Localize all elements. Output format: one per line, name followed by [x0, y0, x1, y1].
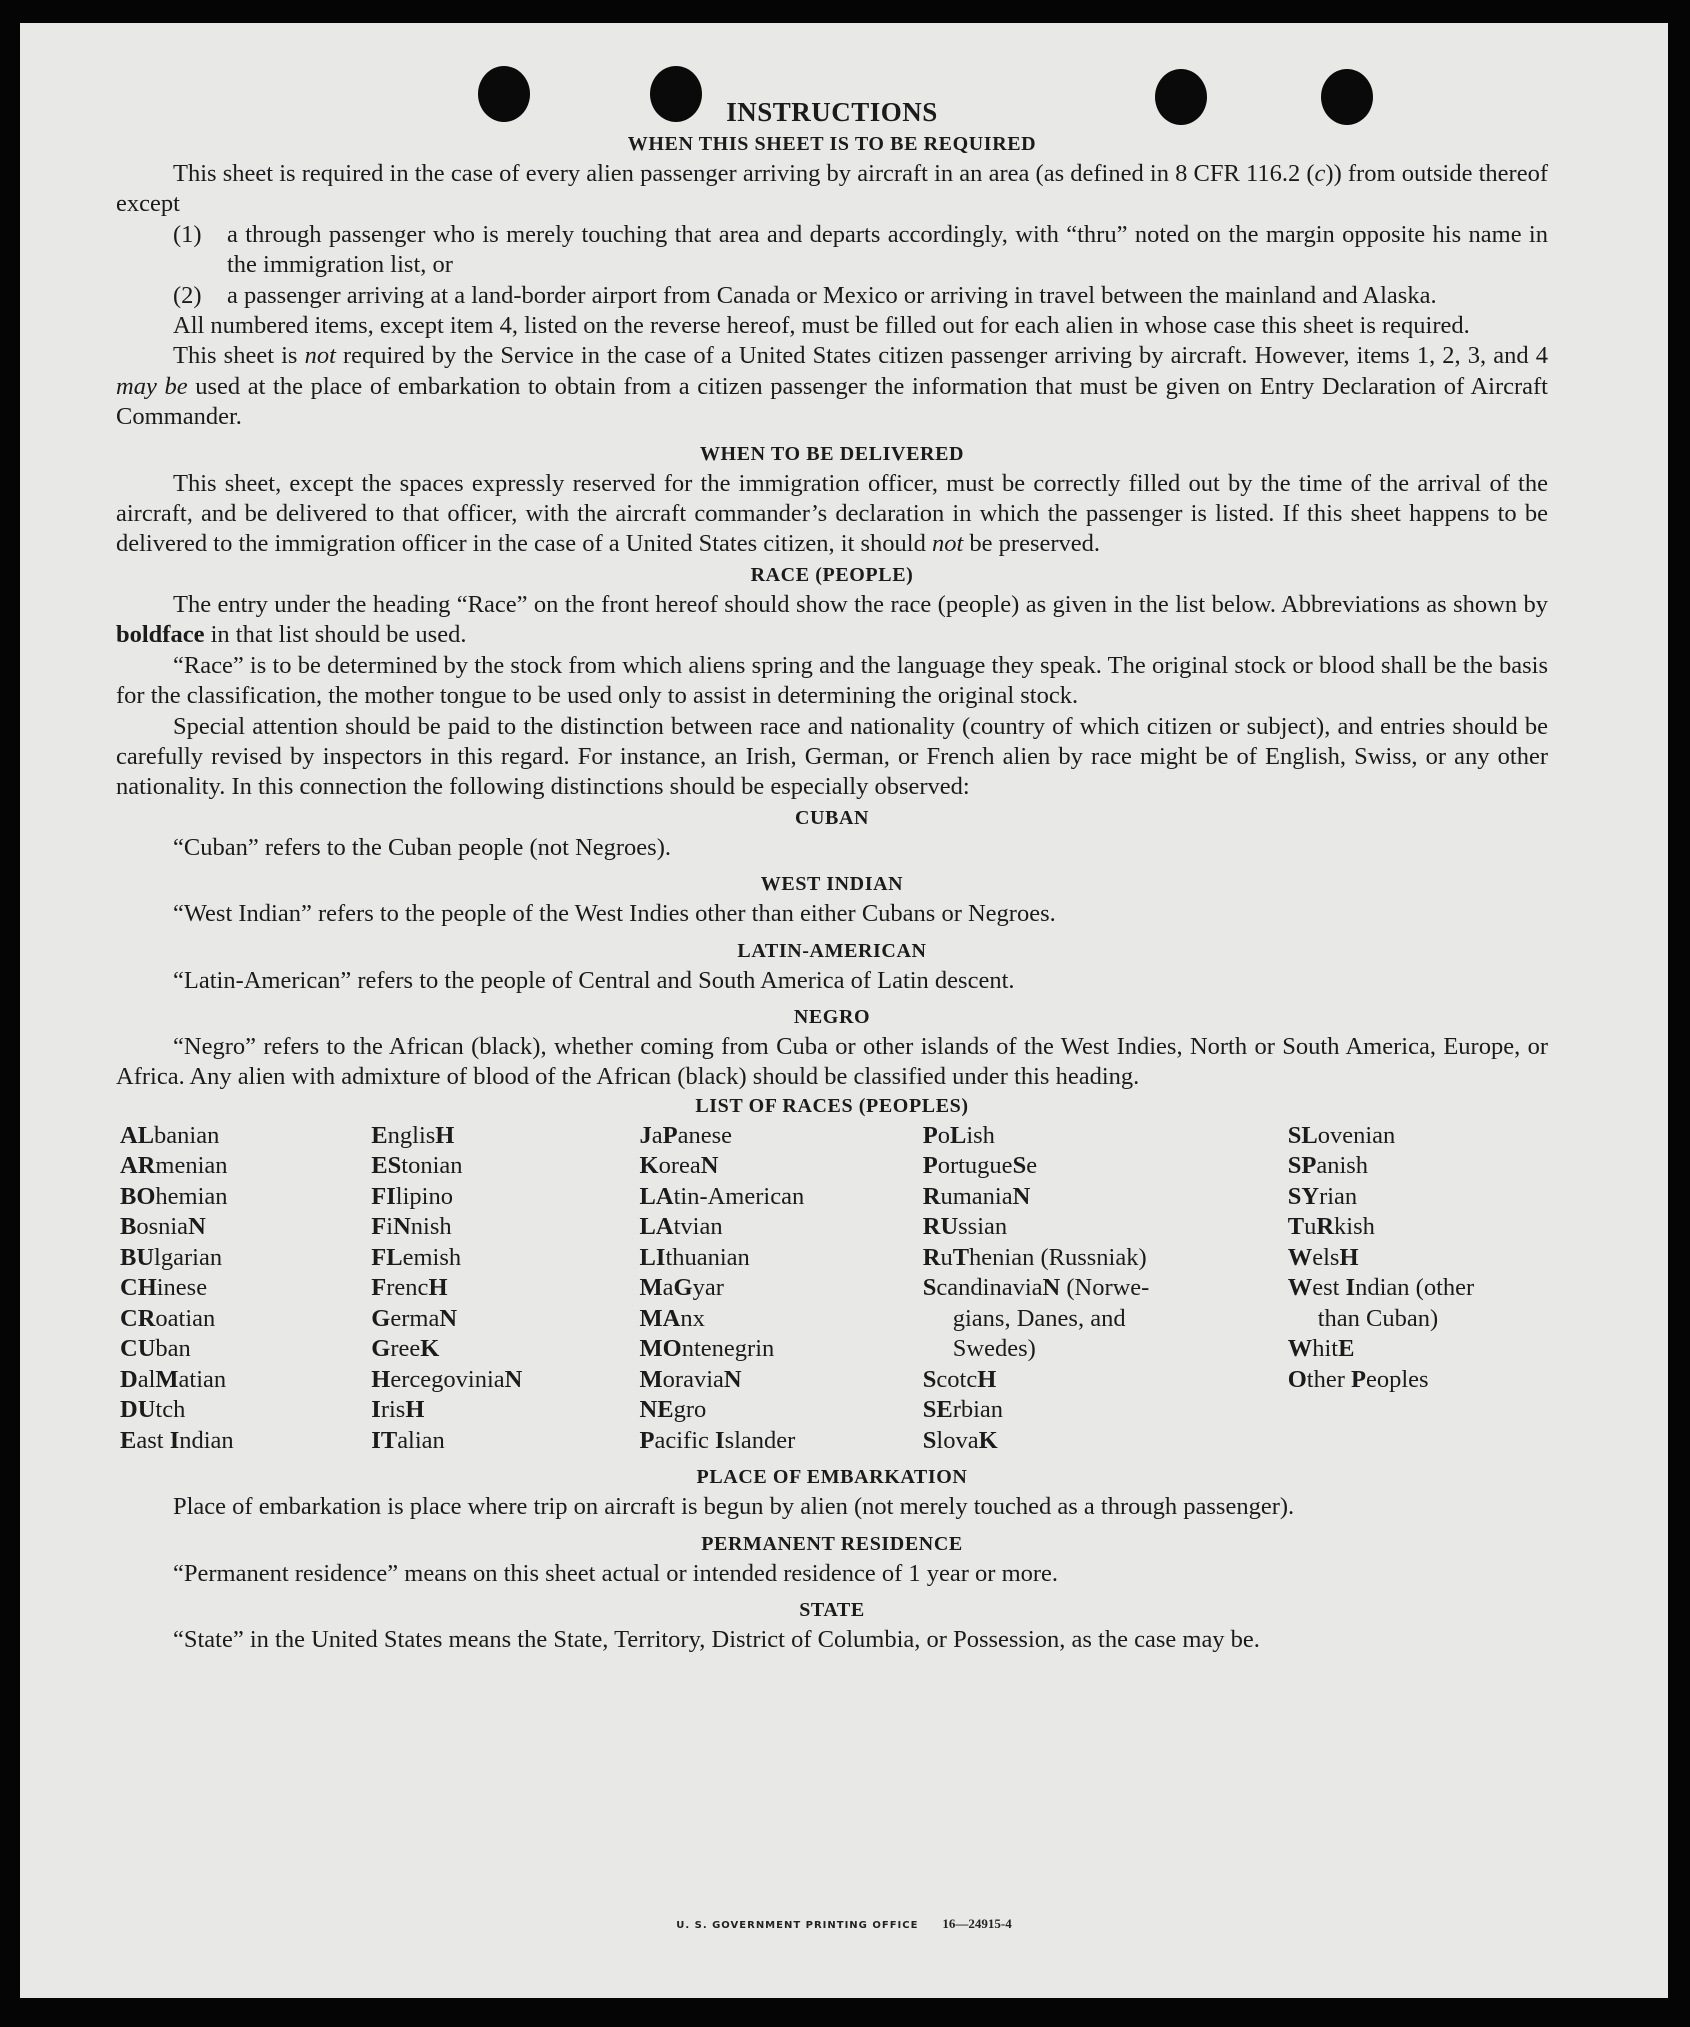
race-text: anish — [1316, 1152, 1369, 1180]
race-text: u — [1304, 1213, 1317, 1241]
race-entry — [371, 1395, 639, 1426]
instructions-body — [116, 95, 1548, 1655]
section-heading: STATE — [799, 1599, 865, 1622]
text-run: This sheet is — [173, 342, 305, 370]
abbreviation-letters: SE — [922, 1396, 953, 1424]
race-entry — [923, 1304, 1288, 1335]
race-entry — [1288, 1121, 1548, 1152]
section-heading: CUBAN — [794, 806, 870, 829]
abbreviation-letters: LI — [639, 1243, 666, 1271]
abbreviation-letters: NE — [639, 1396, 674, 1424]
race-text: ther — [1306, 1365, 1352, 1393]
race-entry — [923, 1334, 1288, 1365]
race-text: oatian — [155, 1304, 216, 1332]
abbreviation-letters: N — [1012, 1182, 1031, 1210]
abbreviation-letters: P — [1351, 1365, 1366, 1393]
race-text: ercegovinia — [390, 1365, 505, 1393]
abbreviation-letters: AR — [120, 1152, 156, 1180]
abbreviation-letters: P — [662, 1121, 678, 1149]
race-entry — [1288, 1304, 1548, 1335]
race-text: nish — [410, 1213, 452, 1241]
abbreviation-letters: S — [922, 1426, 937, 1454]
section-heading: WHEN THIS SHEET IS TO BE REQUIRED — [627, 133, 1037, 155]
race-entry — [923, 1151, 1288, 1182]
race-entry — [1288, 1243, 1548, 1274]
printer-imprint — [20, 1916, 1668, 1932]
race-text: inese — [156, 1274, 208, 1302]
abbreviation-letters: S — [1012, 1152, 1027, 1180]
abbreviation-letters: G — [371, 1304, 391, 1332]
abbreviation-letters: W — [1287, 1335, 1313, 1363]
race-text: ssian — [958, 1213, 1008, 1241]
race-entry — [371, 1243, 639, 1274]
abbreviation-letters: N — [700, 1152, 719, 1180]
race-text: a — [662, 1274, 674, 1302]
text-run: )) from outside thereof except — [116, 160, 1548, 218]
race-entry — [1288, 1365, 1548, 1396]
race-entry — [120, 1243, 371, 1274]
race-entry — [1288, 1151, 1548, 1182]
race-list — [120, 1121, 1548, 1457]
race-entry — [923, 1365, 1288, 1396]
race-entry — [371, 1121, 639, 1152]
race-text: thuanian — [665, 1243, 750, 1271]
abbreviation-letters: IT — [371, 1426, 398, 1454]
race-entry — [371, 1304, 639, 1335]
paragraph — [116, 159, 1548, 220]
race-text: renc — [386, 1274, 429, 1302]
text-run: The entry under the heading “Race” on the front hereof should show the race (people) as given in the list below. Abbreviations as shown by — [173, 590, 1548, 618]
race-text: lipino — [395, 1182, 453, 1210]
abbreviation-letters: M — [639, 1274, 663, 1302]
race-text: anese — [677, 1121, 733, 1149]
race-entry — [371, 1426, 639, 1457]
abbreviation-letters: T — [952, 1243, 970, 1271]
abbreviation-letters: K — [420, 1335, 440, 1363]
abbreviation-letters: J — [639, 1121, 652, 1149]
abbreviation-letters: G — [371, 1335, 391, 1363]
race-column — [120, 1121, 371, 1457]
race-text: eoples — [1365, 1365, 1429, 1393]
abbreviation-letters: BU — [120, 1243, 155, 1271]
race-entry — [371, 1365, 639, 1396]
section-heading: PERMANENT RESIDENCE — [701, 1532, 963, 1555]
race-column — [371, 1121, 639, 1457]
abbreviation-letters: LA — [639, 1213, 674, 1241]
race-text: ban — [155, 1335, 191, 1363]
abbreviation-letters: H — [405, 1396, 425, 1424]
italic-text: c — [1314, 160, 1326, 187]
race-entry — [120, 1212, 371, 1243]
race-entry — [371, 1334, 639, 1365]
paragraph — [116, 590, 1548, 651]
race-entry — [120, 1395, 371, 1426]
abbreviation-letters: O — [1287, 1365, 1307, 1393]
race-text: lgarian — [154, 1243, 223, 1271]
race-text: nx — [680, 1304, 705, 1332]
race-text: candinavia — [936, 1274, 1043, 1302]
item-number: (1) — [173, 220, 202, 248]
race-text: els — [1312, 1243, 1340, 1271]
abbreviation-letters: W — [1287, 1243, 1313, 1271]
abbreviation-letters: F — [371, 1213, 387, 1241]
race-entry — [120, 1151, 371, 1182]
text-run: This sheet is required in the case of every alien passenger arriving by aircraft in an area (as defined in 8 CFR 116.2 ( — [173, 160, 1315, 187]
race-entry — [640, 1243, 923, 1274]
text-run: required by the Service in the case of a United States citizen passenger arriving by aircraft. However, items 1, 2, 3, and 4 — [335, 342, 1548, 370]
race-text: ree — [390, 1335, 421, 1363]
race-text: lova — [936, 1426, 979, 1454]
race-column — [640, 1121, 923, 1457]
text-run: All numbered items, except item 4, listed on the reverse hereof, must be filled out for each alien in whose case this sheet is required. — [173, 312, 1470, 340]
abbreviation-letters: CH — [120, 1274, 157, 1302]
abbreviation-letters: SY — [1287, 1182, 1320, 1210]
race-text: al — [137, 1365, 156, 1393]
race-text: ndian — [179, 1426, 234, 1454]
abbreviation-letters: R — [1316, 1213, 1335, 1241]
race-text: (Norwe- — [1060, 1274, 1150, 1302]
section-heading: RACE (PEOPLE) — [750, 563, 914, 586]
race-text: erma — [390, 1304, 440, 1332]
abbreviation-letters: K — [639, 1152, 659, 1180]
abbreviation-letters: R — [922, 1182, 941, 1210]
race-text: oravia — [662, 1365, 724, 1393]
paragraph: “Cuban” refers to the Cuban people (not Negroes). — [173, 833, 671, 861]
race-entry — [640, 1395, 923, 1426]
abbreviation-letters: I — [169, 1426, 180, 1454]
abbreviation-letters: N — [1042, 1274, 1061, 1302]
race-entry — [120, 1121, 371, 1152]
race-text: osnia — [136, 1213, 189, 1241]
race-text: yar — [692, 1274, 724, 1302]
abbreviation-letters: W — [1287, 1274, 1313, 1302]
race-entry — [371, 1151, 639, 1182]
item-number: (2) — [173, 281, 202, 309]
section-heading: WEST INDIAN — [760, 873, 904, 896]
abbreviation-letters: I — [1345, 1274, 1356, 1302]
race-text: tch — [155, 1396, 186, 1424]
section-heading: NEGRO — [793, 1005, 871, 1028]
race-text: i — [386, 1213, 394, 1241]
abbreviation-letters: R — [922, 1243, 941, 1271]
race-entry — [120, 1304, 371, 1335]
race-text: ndian (other — [1355, 1274, 1475, 1302]
abbreviation-letters: N — [393, 1213, 411, 1241]
abbreviation-letters: CU — [120, 1335, 156, 1363]
race-text: ast — [136, 1426, 170, 1454]
race-text: ntenegrin — [681, 1335, 775, 1363]
text-run: “Race” is to be determined by the stock from which aliens spring and the language they speak. The original stock or blood shall be the basis for the classification, the mother tongue to be used only to assist in determining the original stock. — [116, 651, 1548, 710]
race-text: emish — [402, 1243, 462, 1271]
list-item — [173, 220, 1548, 281]
race-text: menian — [155, 1152, 228, 1180]
race-entry — [923, 1273, 1288, 1304]
abbreviation-letters: G — [673, 1274, 693, 1302]
abbreviation-letters: M — [639, 1365, 663, 1393]
race-text: tvian — [673, 1213, 723, 1241]
abbreviation-letters: DU — [120, 1396, 156, 1424]
bold-text: boldface — [116, 621, 205, 649]
abbreviation-letters: T — [1287, 1213, 1305, 1241]
race-entry — [640, 1334, 923, 1365]
paragraph: Place of embarkation is place where trip on aircraft is begun by alien (not merely touched as a through passenger). — [173, 1493, 1295, 1521]
race-entry — [923, 1182, 1288, 1213]
race-text: than Cuban) — [1317, 1304, 1439, 1332]
race-text: hit — [1312, 1335, 1339, 1363]
abbreviation-letters: E — [120, 1426, 137, 1454]
race-entry — [120, 1365, 371, 1396]
race-entry — [640, 1151, 923, 1182]
paragraph — [116, 651, 1548, 712]
race-text: e — [1026, 1152, 1038, 1180]
abbreviation-letters: FI — [371, 1182, 396, 1210]
text-run: in that list should be used. — [204, 621, 467, 649]
abbreviation-letters: H — [1339, 1243, 1359, 1271]
abbreviation-letters: RU — [922, 1213, 959, 1241]
race-text: ish — [966, 1121, 995, 1149]
race-column — [923, 1121, 1288, 1457]
race-entry — [120, 1334, 371, 1365]
race-text: Swedes) — [952, 1335, 1036, 1363]
abbreviation-letters: FL — [371, 1243, 403, 1271]
abbreviation-letters: N — [504, 1365, 523, 1393]
race-entry — [640, 1304, 923, 1335]
abbreviation-letters: S — [922, 1365, 937, 1393]
abbreviation-letters: S — [922, 1274, 937, 1302]
abbreviation-letters: H — [428, 1274, 448, 1302]
race-text: henian (Russniak) — [969, 1243, 1147, 1271]
form-code: 16—24915-4 — [942, 1916, 1012, 1931]
text-run: used at the place of embarkation to obtain from a citizen passenger the information that must be given on Entry Declaration of Aircraft Commander. — [116, 372, 1548, 431]
race-text: o — [937, 1121, 950, 1149]
race-text: gians, Danes, and — [952, 1304, 1126, 1332]
race-entry — [1288, 1334, 1548, 1365]
abbreviation-letters: ES — [371, 1152, 402, 1180]
race-text: alian — [397, 1426, 445, 1454]
race-entry — [923, 1426, 1288, 1457]
race-entry — [371, 1273, 639, 1304]
race-text: rian — [1319, 1182, 1358, 1210]
italic-text: not — [304, 342, 336, 370]
paragraph — [116, 311, 1548, 341]
paragraph — [116, 712, 1548, 803]
abbreviation-letters: B — [120, 1213, 137, 1241]
race-entry — [371, 1212, 639, 1243]
abbreviation-letters: D — [120, 1365, 138, 1393]
paragraph: “Negro” refers to the African (black), whether coming from Cuba or other islands of the West Indies, North or South America, Europe, or Africa. Any alien with admixture of blood of the African (black) should be classified under this heading. — [116, 1032, 1548, 1091]
race-text: tonian — [401, 1152, 463, 1180]
text-run: This sheet, except the spaces expressly reserved for the immigration officer, must be correctly filled out by the time of the arrival of the aircraft, and be delivered to that officer, with the aircraft commander’s declaration in which the passenger is listed. If this sheet happens to be delivered to the immigration officer in the case of a United States citizen, it should — [116, 469, 1548, 558]
race-text: u — [940, 1243, 953, 1271]
race-text: ris — [380, 1396, 406, 1424]
abbreviation-letters: E — [371, 1121, 388, 1149]
abbreviation-letters: N — [723, 1365, 742, 1393]
paragraph: “Permanent residence” means on this sheet actual or intended residence of 1 year or more. — [173, 1559, 1059, 1587]
race-entry — [1288, 1182, 1548, 1213]
race-text: hemian — [155, 1182, 228, 1210]
abbreviation-letters: H — [977, 1365, 997, 1393]
abbreviation-letters: N — [439, 1304, 458, 1332]
abbreviation-letters: P — [639, 1426, 655, 1454]
paragraph: “West Indian” refers to the people of the West Indies other than either Cubans or Negroes. — [173, 900, 1056, 928]
list-item — [173, 281, 1548, 311]
abbreviation-letters: BO — [120, 1182, 156, 1210]
race-entry — [923, 1121, 1288, 1152]
section-heading: WHEN TO BE DELIVERED — [699, 442, 965, 465]
printer-name: U. S. GOVERNMENT PRINTING OFFICE — [676, 1920, 919, 1931]
abbreviation-letters: P — [922, 1121, 938, 1149]
race-entry — [923, 1243, 1288, 1274]
paragraph — [116, 469, 1548, 560]
item-text: a passenger arriving at a land-border airport from Canada or Mexico or arriving in travel between the mainland and Alaska. — [227, 281, 1437, 309]
race-text: tin-American — [673, 1182, 805, 1210]
race-text: rbian — [952, 1396, 1004, 1424]
abbreviation-letters: N — [188, 1213, 206, 1241]
race-text: slander — [724, 1426, 796, 1454]
abbreviation-letters: I — [371, 1396, 381, 1424]
abbreviation-letters: L — [949, 1121, 967, 1149]
page-title: INSTRUCTIONS — [726, 97, 938, 127]
race-text: atian — [178, 1365, 227, 1393]
race-text: nglis — [387, 1121, 436, 1149]
abbreviation-letters: MA — [639, 1304, 681, 1332]
abbreviation-letters: SP — [1287, 1152, 1317, 1180]
race-text: ortugue — [937, 1152, 1013, 1180]
abbreviation-letters: SL — [1287, 1121, 1318, 1149]
race-entry — [1288, 1273, 1548, 1304]
paragraph: “Latin-American” refers to the people of Central and South America of Latin descent. — [173, 966, 1015, 994]
race-text: umania — [940, 1182, 1013, 1210]
abbreviation-letters: F — [371, 1274, 387, 1302]
race-entry — [640, 1121, 923, 1152]
italic-text: may be — [116, 372, 188, 400]
paragraph: “State” in the United States means the State, Territory, District of Columbia, or Possession, as the case may be. — [173, 1626, 1260, 1654]
race-entry — [923, 1395, 1288, 1426]
race-text: a — [651, 1121, 663, 1149]
race-text: est — [1312, 1274, 1346, 1302]
section-heading: LATIN-AMERICAN — [737, 939, 927, 962]
race-column — [1288, 1121, 1548, 1457]
abbreviation-letters: E — [1338, 1335, 1355, 1363]
form-page — [20, 23, 1668, 1998]
race-entry — [120, 1182, 371, 1213]
race-text: gro — [673, 1396, 707, 1424]
paragraph — [116, 341, 1548, 432]
abbreviation-letters: K — [978, 1426, 998, 1454]
item-text: a through passenger who is merely touching that area and departs accordingly, with “thru” noted on the margin opposite his name in the immigration list, or — [227, 220, 1548, 279]
abbreviation-letters: M — [155, 1365, 179, 1393]
abbreviation-letters: H — [435, 1121, 455, 1149]
race-entry — [640, 1212, 923, 1243]
abbreviation-letters: MO — [639, 1335, 682, 1363]
race-entry — [640, 1426, 923, 1457]
abbreviation-letters: CR — [120, 1304, 156, 1332]
abbreviation-letters: AL — [120, 1121, 155, 1149]
race-entry — [640, 1273, 923, 1304]
italic-text: not — [931, 530, 964, 558]
race-entry — [120, 1273, 371, 1304]
text-run: be preserved. — [963, 530, 1101, 558]
abbreviation-letters: I — [715, 1426, 725, 1454]
abbreviation-letters: H — [371, 1365, 391, 1393]
race-text: cotc — [936, 1365, 978, 1393]
text-run: Special attention should be paid to the distinction between race and nationality (country of which citizen or subject), and entries should be carefully revised by inspectors in this regard. For instance, an Irish, German, or French alien by race might be of English, Swiss, or any other nationality. In this connection the following distinctions should be especially observed: — [116, 712, 1548, 801]
race-entry — [640, 1182, 923, 1213]
abbreviation-letters: LA — [639, 1182, 674, 1210]
race-entry — [371, 1182, 639, 1213]
race-entry — [1288, 1212, 1548, 1243]
race-text: kish — [1334, 1213, 1375, 1241]
race-text: ovenian — [1317, 1121, 1396, 1149]
race-entry — [640, 1365, 923, 1396]
race-text: acific — [654, 1426, 716, 1454]
race-entry — [120, 1426, 371, 1457]
race-text: orea — [658, 1152, 701, 1180]
section-heading: LIST OF RACES (PEOPLES) — [695, 1094, 969, 1117]
section-heading: PLACE OF EMBARKATION — [696, 1466, 968, 1489]
race-text: banian — [154, 1121, 220, 1149]
race-entry — [923, 1212, 1288, 1243]
abbreviation-letters: P — [922, 1152, 938, 1180]
